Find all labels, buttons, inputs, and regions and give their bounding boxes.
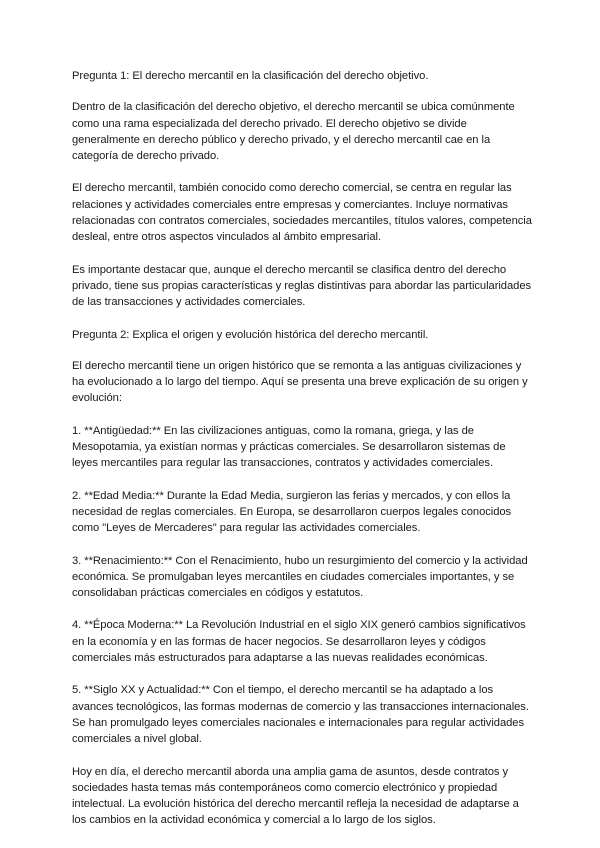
question-1-heading: Pregunta 1: El derecho mercantil en la clasificación del derecho objetivo. — [72, 70, 429, 82]
list-item-epoca-moderna: 4. **Época Moderna:** La Revolución Industrial en el siglo XIX generó cambios significativos en la economía y en las formas de hacer negocios. Se desarrollaron leyes y códigos comerciales más estructurados para adaptarse a las nuevas realidades económicas. — [72, 619, 526, 665]
question-2-intro-paragraph: El derecho mercantil tiene un origen histórico que se remonta a las antiguas civilizaciones y ha evolucionado a lo largo del tiempo. Aquí se presenta una breve explicación de su origen y evolución: — [72, 359, 528, 405]
document-page — [72, 68, 532, 845]
question-1-paragraph-3: Es importante destacar que, aunque el derecho mercantil se clasifica dentro del derecho privado, tiene sus propias características y reglas distintivas para abordar las particularidades de las transacciones y actividades comerciales. — [72, 263, 532, 309]
list-item-edad-media: 2. **Edad Media:** Durante la Edad Media, surgieron las ferias y mercados, y con ellos la necesidad de reglas comerciales. En Europa, se desarrollaron cuerpos legales conocidos como "Leyes de Mercaderes" para regular las actividades comerciales. — [72, 489, 512, 535]
question-2-heading: Pregunta 2: Explica el origen y evolución histórica del derecho mercantil. — [72, 328, 429, 341]
list-item-renacimiento: 3. **Renacimiento:** Con el Renacimiento, hubo un resurgimiento del comercio y la actividad económica. Se promulgaban leyes mercantiles en ciudades comerciales importantes, y se consolidaban prácticas comerciales en códigos y estatutos. — [72, 554, 528, 600]
question-2-closing-paragraph: Hoy en día, el derecho mercantil aborda una amplia gama de asuntos, desde contratos y sociedades hasta temas más contemporáneos como comercio electrónico y propiedad intelectual. La evolución histórica del derecho mercantil refleja la necesidad de adaptarse a los cambios en la actividad económica y comercial a lo largo de los siglos. — [72, 765, 519, 827]
list-item-siglo-xx: 5. **Siglo XX y Actualidad:** Con el tiempo, el derecho mercantil se ha adaptado a los avances tecnológicos, las formas modernas de comercio y las transacciones internacionales. Se han promulgado leyes comerciales nacionales e internacionales para regular actividades comerciales a nivel global. — [72, 684, 529, 746]
list-item-antiguedad: 1. **Antigüedad:** En las civilizaciones antiguas, como la romana, griega, y las de Mesopotamia, ya existían normas y prácticas comerciales. Se desarrollaron sistemas de leyes mercantiles para regular las transacciones, contratos y actividades comerciales. — [72, 424, 506, 470]
question-1-paragraph-1: Dentro de la clasificación del derecho objetivo, el derecho mercantil se ubica comúnmente como una rama especializada del derecho privado. El derecho objetivo se divide generalmente en derecho público y derecho privado, y el derecho mercantil cae en la categoría de derecho privado. — [72, 101, 515, 163]
question-1-paragraph-2: El derecho mercantil, también conocido como derecho comercial, se centra en regular las relaciones y actividades comerciales entre empresas y comerciantes. Incluye normativas relacionadas con contratos comerciales, sociedades mercantiles, títulos valores, competencia desleal, entre otros aspectos vinculados al ámbito empresarial. — [72, 182, 532, 244]
